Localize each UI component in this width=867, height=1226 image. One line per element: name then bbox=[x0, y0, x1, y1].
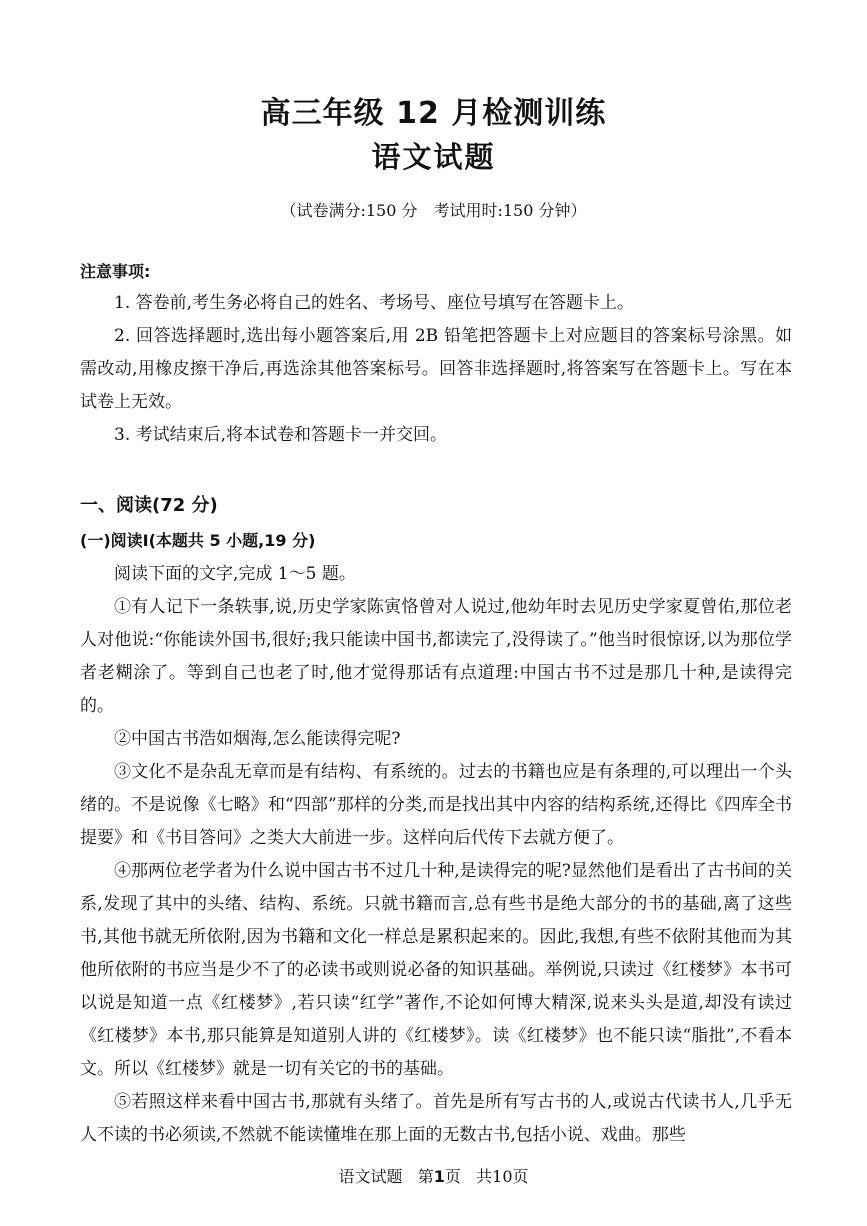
footer-total-label: 共 bbox=[476, 1167, 493, 1186]
passage-paragraph-2: ②中国古书浩如烟海,怎么能读得完呢? bbox=[114, 729, 401, 749]
footer-subject: 语文试题 bbox=[338, 1167, 403, 1186]
reading-instruction: 阅读下面的文字,完成 1～5 题。 bbox=[114, 564, 356, 584]
passage-paragraph-5: ⑤若照这样来看中国古书,那就有头绪了。首先是所有写古书的人,或说古代读书人,几乎无人不读的书必须读,不然就不能读懂堆在那上面的无数古书,包括小说、戏曲。那些 bbox=[80, 1092, 792, 1145]
footer-total-pages: 10 bbox=[492, 1167, 513, 1186]
passage-paragraph-1: ①有人记下一条轶事,说,历史学家陈寅恪曾对人说过,他幼年时去见历史学家夏曾佑,那位老人对他说:“你能读外国书,很好;我只能读中国书,都读完了,没得读了。”他当时很惊讶,以为那位学者老糊涂了。等到自己也老了时,他才觉得那话有点道理:中国古书不过是那几十种,是读得完的。 bbox=[80, 597, 792, 716]
notice-item-1: 1. 答卷前,考生务必将自己的姓名、考场号、座位号填写在答题卡上。 bbox=[114, 293, 635, 313]
notice-item-3: 3. 考试结束后,将本试卷和答题卡一并交回。 bbox=[114, 425, 448, 445]
footer-page-label: 第 bbox=[417, 1167, 434, 1186]
notice-heading: 注意事项: bbox=[80, 262, 151, 281]
subject-title: 语文试题 bbox=[371, 140, 496, 174]
footer-page-unit: 页 bbox=[444, 1167, 461, 1186]
passage-paragraph-4: ④那两位老学者为什么说中国古书不过几十种,是读得完的呢?显然他们是看出了古书间的关系,发现了其中的头绪、结构、系统。只就书籍而言,总有些书是绝大部分的书的基础,离了这些书,其他书就无所依附,因为书籍和文化一样总是累积起来的。因此,我想,有些不依附其他而为其他所依附的书应当是少不了的必读书或则说必备的知识基础。举例说,只读过《红楼梦》本书可以说是知道一点《红楼梦》,若只读“红学”著作,不论如何博大精深,说来头头是道,却没有读过《红楼梦》本书,那只能算是知道别人讲的《红楼梦》。读《红楼梦》也不能只读“脂批”,不看本文。所以《红楼梦》就是一切有关它的书的基础。 bbox=[80, 861, 792, 1079]
section-heading: 一、阅读(72 分) bbox=[80, 495, 218, 516]
footer-page-number: 1 bbox=[433, 1167, 445, 1186]
exam-title: 高三年级 12 月检测训练 bbox=[260, 96, 607, 131]
footer-total-unit: 页 bbox=[512, 1167, 529, 1186]
notice-item-2: 2. 回答选择题时,选出每小题答案后,用 2B 铅笔把答题卡上对应题目的答案标号涂黑。如需改动,用橡皮擦干净后,再选涂其他答案标号。回答非选择题时,将答案写在答题卡上。写在本试卷上无效。 bbox=[80, 326, 792, 412]
page-footer bbox=[0, 1164, 867, 1187]
exam-info: （试卷满分:150 分 考试用时:150 分钟） bbox=[280, 201, 587, 220]
subsection-heading: (一)阅读Ⅰ(本题共 5 小题,19 分) bbox=[80, 531, 316, 550]
passage-paragraph-3: ③文化不是杂乱无章而是有结构、有系统的。过去的书籍也应是有条理的,可以理出一个头绪的。不是说像《七略》和“四部”那样的分类,而是找出其中内容的结构系统,还得比《四库全书提要》和《书目答问》之类大大前进一步。这样向后代传下去就方便了。 bbox=[80, 762, 792, 848]
